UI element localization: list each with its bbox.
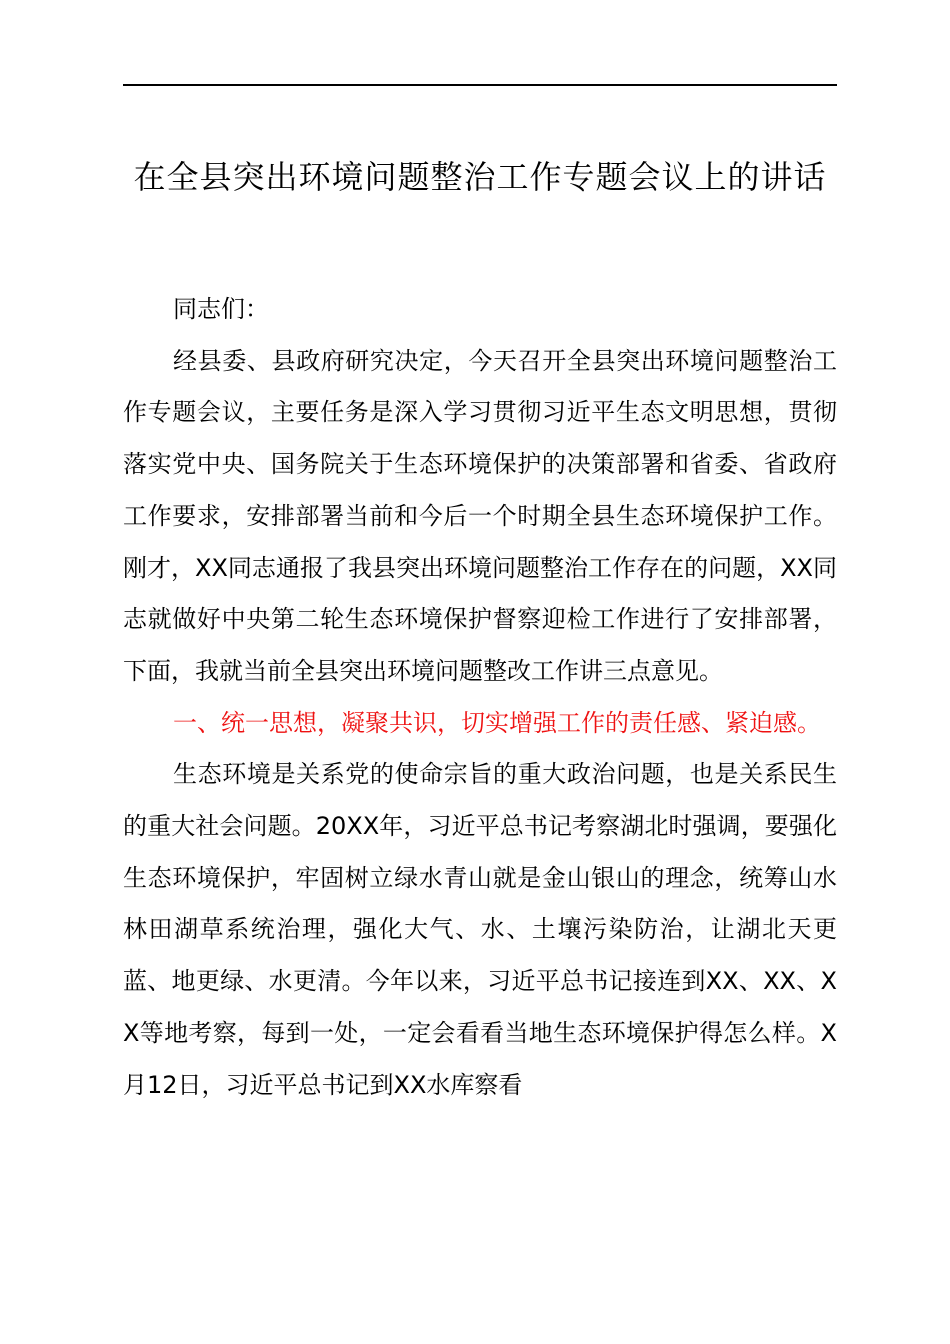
- header-rule: [123, 84, 837, 86]
- section-paragraph: 生态环境是关系党的使命宗旨的重大政治问题，也是关系民生的重大社会问题。20XX年，习近平总书记考察湖北时强调，要强化生态环境保护，牢固树立绿水青山就是金山银山的理念，统筹山水林田湖草系统治理，强化大气、水、土壤污染防治，让湖北天更蓝、地更绿、水更清。今年以来，习近平总书记接连到XX、XX、XX等地考察，每到一处，一定会看看当地生态环境保护得怎么样。X月12日，习近平总书记到XX水库察看: [123, 760, 837, 1099]
- document-title: 在全县突出环境问题整治工作专题会议上的讲话: [133, 158, 827, 196]
- salutation: 同志们：: [173, 295, 269, 323]
- section-heading: 一、统一思想，凝聚共识，切实增强工作的责任感、紧迫感。: [173, 708, 821, 737]
- document-body: [123, 284, 837, 1111]
- body-paragraph: 经县委、县政府研究决定，今天召开全县突出环境问题整治工作专题会议，主要任务是深入学习贯彻习近平生态文明思想，贯彻落实党中央、国务院关于生态环境保护的决策部署和省委、省政府工作要求，安排部署当前和今后一个时期全县生态环境保护工作。刚才，XX同志通报了我县突出环境问题整治工作存在的问题，XX同志就做好中央第二轮生态环境保护督察迎检工作进行了安排部署，下面，我就当前全县突出环境问题整改工作讲三点意见。: [123, 346, 837, 685]
